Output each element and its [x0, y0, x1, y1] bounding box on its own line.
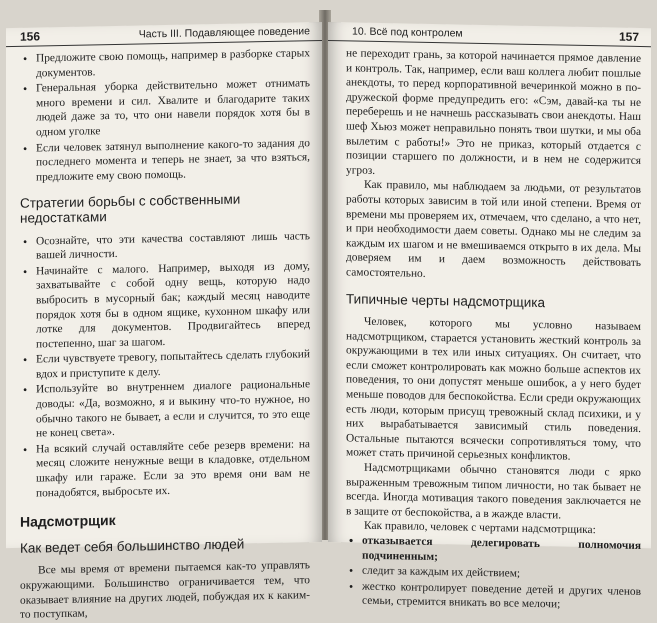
left-page	[6, 22, 322, 621]
intro-bullet-list	[20, 46, 310, 185]
traits-bullet-list	[346, 533, 641, 614]
list-item: • Используйте во внутреннем диалоге рациональные доводы: «Да, возможно, я и выкину что-то нужное, но обычно такого не бывает, а если и случится, то это еще не конец света».	[20, 378, 310, 442]
section-heading-traits: Типичные черты надсмотрщика	[346, 290, 546, 310]
paragraph: Человек, которого мы условно называем надсмотрщиком, старается установить жесткий контроль за окружающими в тех или иных ситуациях. Он считает, что если сможет контролировать как можно больше аспектов их поведения, то они допустят меньше ошибок, а у него будет меньше поводов для беспокойства. Если среди окружающих есть люди, которым присущ тревожный склад психики, и у них вырабатывается зависимый стиль поведения. Остальные пытаются всячески сопротивляться тому, что может стать причиной серьезных конфликтов.	[346, 315, 641, 464]
left-page-number: 156	[20, 29, 41, 44]
list-item: • жестко контролирует поведение детей и других членов семьи, стремится вникать во все мелочи;	[346, 579, 641, 614]
left-page-body	[20, 46, 310, 622]
paragraph: Все мы время от времени пытаемся как-то управлять окружающими. Большинство ограничивается тем, что оказывает влияние на других людей, побуждая их к каким-то поступкам,	[20, 559, 310, 621]
right-page-number: 157	[618, 29, 639, 44]
chapter-heading: Надсмотрщик	[20, 512, 116, 531]
paragraph: Как правило, мы наблюдаем за людьми, от результатов работы которых зависим в той или иной степени. Время от времени мы проверяем их, отмечаем, что сделано, а что нет, и при необходимости даем советы. Однако мы не следим за каждым их шагом и не вмешиваемся открыто в их дела. Мы доверяем им и даем возможность действовать самостоятельно.	[346, 179, 641, 280]
list-item: • На всякий случай оставляйте себе резерв времени: на месяц сложите ненужные вещи в кладовке, отдельном шкафу или гараже. Если за это время они вам не понадобятся, выбросьте их.	[20, 437, 310, 501]
subheading: Как ведет себя большинство людей	[20, 536, 245, 556]
paragraph: Как правило, человек с чертами надсмотрщика:	[364, 520, 596, 537]
section-heading-strategies: Стратегии борьбы с собственными недостатками	[20, 191, 241, 226]
right-header-title: 10. Всё под контролем	[352, 25, 463, 40]
list-item: • Если чувствуете тревогу, попытайтесь сделать глубокий вдох и приступите к делу.	[20, 348, 310, 383]
list-item: • Генеральная уборка действительно может отнимать много времени и сил. Хвалите и благодарите таких людей даже за то, что они навели порядок хотя бы в одном уголке	[20, 76, 310, 140]
right-page-body	[346, 46, 641, 615]
left-running-head	[6, 22, 322, 47]
paragraph: не переходит грань, за которой начинается прямое давление и контроль. Так, например, если ваш коллега любит пошлые анекдоты, то перед корпоративной вечеринкой можно в по-дружеской форме предупредить его: «Сэм, давай-ка ты не переберешь и не начнешь рассказывать свои анекдоты. Наш шеф Хьюз может неправильно понять твои шутки, и мы оба вылетим с работы!» Это не приказ, который отдается с позиции старшего по должности, и в нем не содержится угроз.	[346, 47, 641, 177]
list-item: • Если человек затянул выполнение какого-то задания до последнего момента и теперь не знает, за что взяться, предложите ему свою помощь.	[20, 136, 310, 185]
list-item: • Начинайте с малого. Например, выходя из дому, захватывайте с собой одну вещь, которую надо выбросить в мусорный бак; каждый месяц наводите порядок хотя бы в одном ящике, кухонном шкафу или лотке для документов. Продвигайтесь вперед постепенно, шаг за шагом.	[20, 259, 310, 352]
strategy-bullet-list	[20, 229, 310, 501]
right-page	[328, 22, 651, 611]
paragraph: Надсмотрщиками обычно становятся люди с ярко выраженным тревожным типом личности, но так бывает не всегда. Иногда мотивация такого поведения заключается не в защите от беспокойства, а в жажде власти.	[346, 461, 641, 522]
list-item: • следит за каждым их действием;	[346, 564, 641, 584]
left-header-title: Часть III. Подавляющее поведение	[138, 25, 310, 41]
list-item: • Осознайте, что эти качества составляют лишь часть вашей личности.	[20, 229, 310, 264]
right-running-head	[328, 22, 651, 47]
list-item: • отказывается делегировать полномочия подчиненным;	[346, 533, 641, 568]
list-item: • Предложите свою помощь, например в разборке старых документов.	[20, 46, 310, 81]
